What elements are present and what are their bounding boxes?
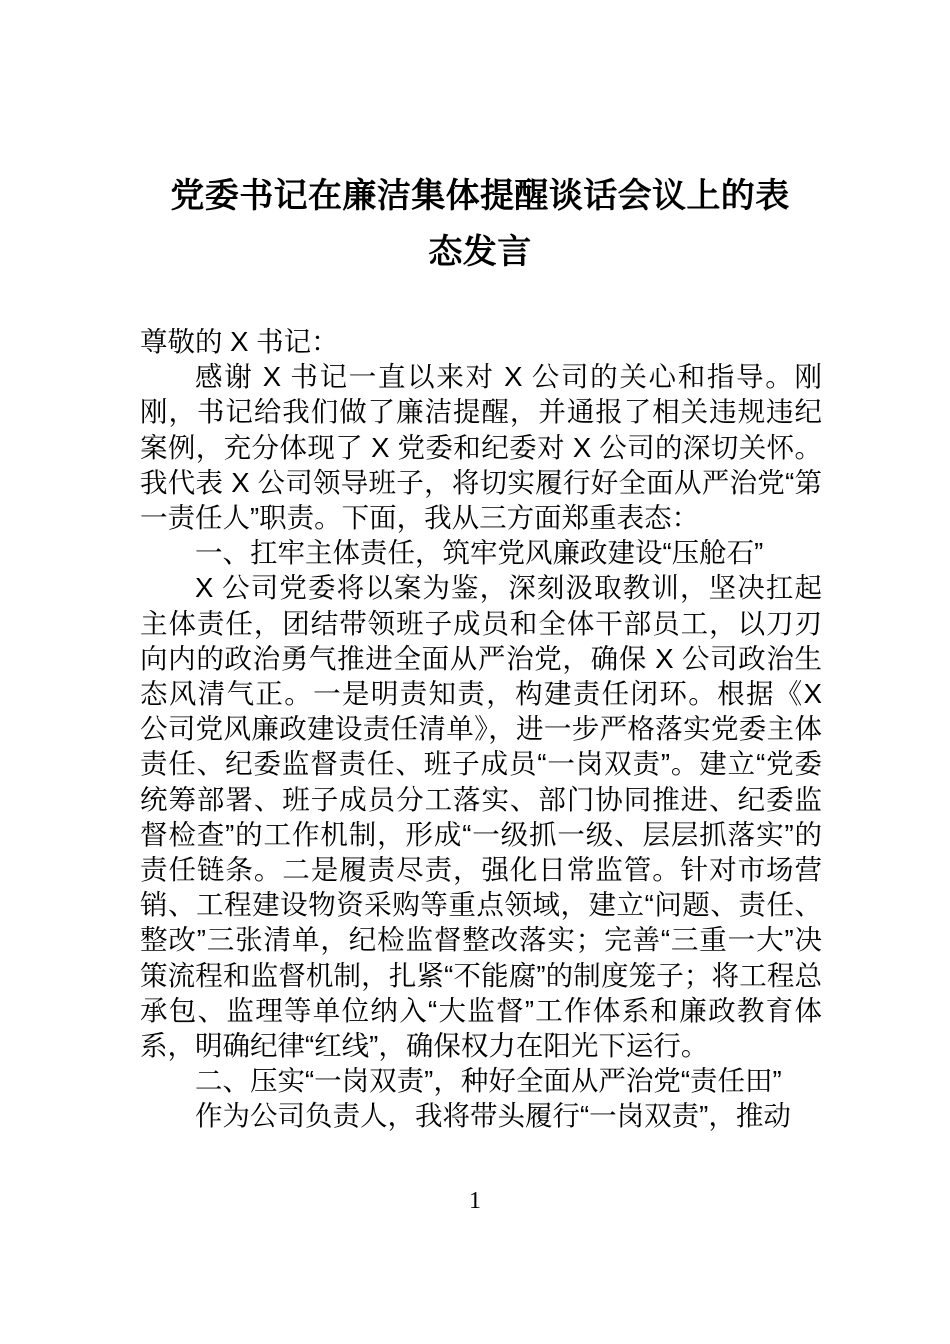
section-heading-one: 一、扛牢主体责任，筑牢党风廉政建设“压舱石” (195, 537, 764, 569)
salutation-paragraph: 尊敬的 X 书记： (140, 326, 339, 357)
page-title-line-2: 态发言 (428, 233, 532, 271)
page-title-line-1: 党委书记在廉洁集体提醒谈话会议上的表 (170, 177, 790, 215)
opening-paragraph: 感谢 X 书记一直以来对 X 公司的关心和指导。刚刚，书记给我们做了廉洁提醒，并通报了相关违规违纪案例，充分体现了 X 党委和纪委对 X 公司的深切关怀。我代表 X 公司领导班子，将切实履行好全面从严治党“第一责任人”职责。下面，我从三方面郑重表态： (140, 361, 822, 534)
page-number: 1 (469, 1188, 481, 1214)
document-body (140, 324, 822, 1134)
section-one-body-paragraph: X 公司党委将以案为鉴，深刻汲取教训，坚决扛起主体责任，团结带领班子成员和全体干部员工，以刀刃向内的政治勇气推进全面从严治党，确保 X 公司政治生态风清气正。一是明责知责，构建责任闭环。根据《X 公司党风廉政建设责任清单》，进一步严格落实党委主体责任、纪委监督责任、班子成员“一岗双责”。建立“党委统筹部署、班子成员分工落实、部门协同推进、纪委监督检查”的工作机制，形成“一级抓一级、层层抓落实”的责任链条。二是履责尽责，强化日常监管。针对市场营销、工程建设物资采购等重点领域，建立“问题、责任、整改”三张清单，纪检监督整改落实；完善“三重一大”决策流程和监督机制，扎紧“不能腐”的制度笼子；将工程总承包、监理等单位纳入“大监督”工作体系和廉政教育体系，明确纪律“红线”，确保权力在阳光下运行。 (140, 572, 822, 1062)
section-heading-two: 二、压实“一岗双责”，种好全面从严治党“责任田” (195, 1065, 782, 1097)
page-title (140, 168, 820, 280)
section-two-body-paragraph: 作为公司负责人，我将带头履行“一岗双责”，推动 (195, 1100, 791, 1132)
